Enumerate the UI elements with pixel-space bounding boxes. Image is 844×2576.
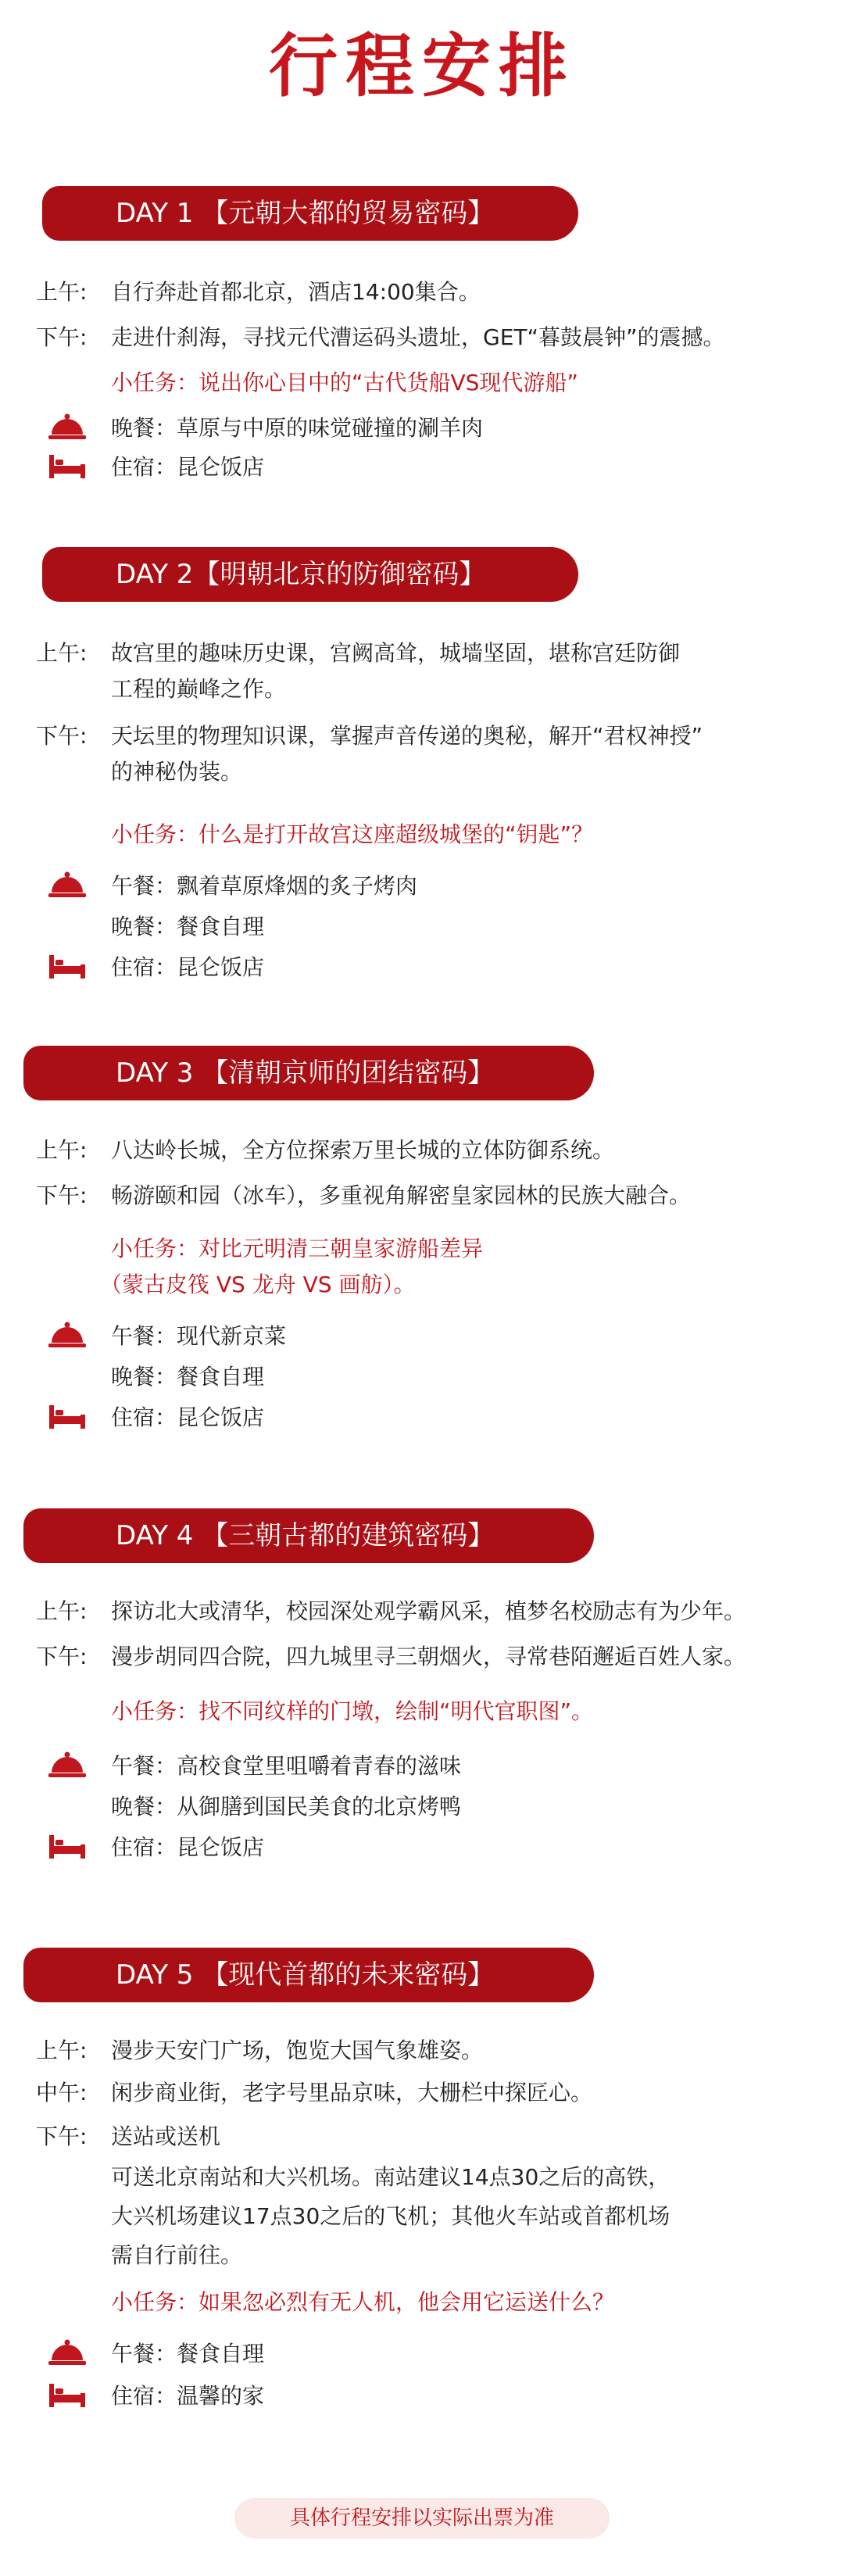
day-3-afternoon: 下午: 畅游颐和园（冰车），多重视角解密皇家园林的民族大融合。 bbox=[36, 1182, 692, 1208]
day-4-morning: 上午: 探访北大或清华，校园深处观学霸风采，植梦名校励志有为少年。 bbox=[36, 1598, 746, 1624]
day-5-task: 小任务：如果忽必烈有无人机，他会用它运送什么？ bbox=[111, 2289, 615, 2315]
day-1-morning: 上午: 自行奔赴首都北京，酒店14:00集合。 bbox=[36, 279, 481, 305]
day-1-task: 小任务：说出你心目中的“古代货船VS现代游船” bbox=[111, 370, 578, 395]
day-1-afternoon: 下午: 走进什刹海，寻找元代漕运码头遗址，GET“暮鼓晨钟”的震撼。 bbox=[36, 324, 725, 350]
day-2-lunch: 午餐：飘着草原烽烟的炙子烤肉 bbox=[111, 873, 418, 899]
day-5-note-line-3: 需自行前往。 bbox=[111, 2242, 243, 2268]
day-1-stay: 住宿：昆仑饭店 bbox=[111, 454, 265, 480]
serving-cloche-icon bbox=[47, 411, 88, 442]
serving-cloche-icon bbox=[47, 869, 88, 900]
day-1-dinner: 晚餐：草原与中原的味觉碰撞的涮羊肉 bbox=[111, 415, 484, 441]
day-5-lunch: 午餐：餐食自理 bbox=[111, 2341, 265, 2367]
day-2-morning-cont: 工程的巅峰之作。 bbox=[111, 676, 287, 702]
day-3-task: 小任务：对比元明清三朝皇家游船差异 bbox=[111, 1236, 484, 1261]
bed-icon bbox=[47, 1830, 88, 1862]
serving-cloche-icon bbox=[47, 2337, 88, 2368]
bed-icon bbox=[47, 450, 88, 481]
bed-icon bbox=[47, 2379, 88, 2410]
bed-icon bbox=[47, 950, 88, 982]
day-2-banner: DAY 2【明朝北京的防御密码】 bbox=[42, 547, 578, 602]
day-5-afternoon: 下午: 送站或送机 bbox=[36, 2123, 221, 2149]
day-4-lunch: 午餐：高校食堂里咀嚼着青春的滋味 bbox=[111, 1753, 462, 1779]
page-title: 行程安排 bbox=[268, 26, 575, 106]
serving-cloche-icon bbox=[47, 1319, 88, 1351]
day-4-task: 小任务：找不同纹样的门墩，绘制“明代官职图”。 bbox=[111, 1698, 594, 1724]
bed-icon bbox=[47, 1401, 88, 1432]
day-2-task: 小任务：什么是打开故宫这座超级城堡的“钥匙”？ bbox=[111, 821, 594, 847]
day-4-banner: DAY 4 【三朝古都的建筑密码】 bbox=[23, 1508, 594, 1563]
serving-cloche-icon bbox=[47, 1749, 88, 1780]
day-3-banner: DAY 3 【清朝京师的团结密码】 bbox=[23, 1046, 594, 1100]
day-5-morning: 上午: 漫步天安门广场，饱览大国气象雄姿。 bbox=[36, 2038, 484, 2063]
day-5-note-line-2: 大兴机场建议17点30之后的飞机；其他火车站或首都机场 bbox=[111, 2203, 671, 2229]
footer-note: 具体行程安排以实际出票为准 bbox=[234, 2498, 610, 2538]
day-4-stay: 住宿：昆仑饭店 bbox=[111, 1834, 265, 1860]
day-2-dinner: 晚餐：餐食自理 bbox=[111, 914, 265, 939]
day-3-morning: 上午: 八达岭长城，全方位探索万里长城的立体防御系统。 bbox=[36, 1137, 615, 1163]
day-3-stay: 住宿：昆仑饭店 bbox=[111, 1404, 265, 1430]
day-4-dinner: 晚餐：从御膳到国民美食的北京烤鸭 bbox=[111, 1794, 462, 1819]
day-5-stay: 住宿：温馨的家 bbox=[111, 2383, 265, 2409]
day-5-note-line-1: 可送北京南站和大兴机场。南站建议14点30之后的高铁， bbox=[111, 2164, 671, 2190]
day-4-afternoon: 下午: 漫步胡同四合院，四九城里寻三朝烟火，寻常巷陌邂逅百姓人家。 bbox=[36, 1644, 746, 1669]
day-3-lunch: 午餐：现代新京菜 bbox=[111, 1323, 287, 1349]
day-3-dinner: 晚餐：餐食自理 bbox=[111, 1364, 265, 1390]
day-2-morning: 上午: 故宫里的趣味历史课，宫阙高耸，城墙坚固，堪称宫廷防御 bbox=[36, 640, 681, 666]
day-5-noon: 中午: 闲步商业街，老字号里品京味，大栅栏中探匠心。 bbox=[36, 2080, 593, 2106]
day-2-afternoon-cont: 的神秘伪装。 bbox=[111, 759, 243, 785]
day-1-banner: DAY 1 【元朝大都的贸易密码】 bbox=[42, 186, 578, 241]
day-2-stay: 住宿：昆仑饭店 bbox=[111, 954, 265, 980]
day-2-afternoon: 下午: 天坛里的物理知识课，掌握声音传递的奥秘，解开“君权神授” bbox=[36, 723, 703, 749]
day-3-task-detail: （蒙古皮筏 VS 龙舟 VS 画舫）。 bbox=[100, 1272, 416, 1297]
day-5-banner: DAY 5 【现代首都的未来密码】 bbox=[23, 1948, 594, 2002]
